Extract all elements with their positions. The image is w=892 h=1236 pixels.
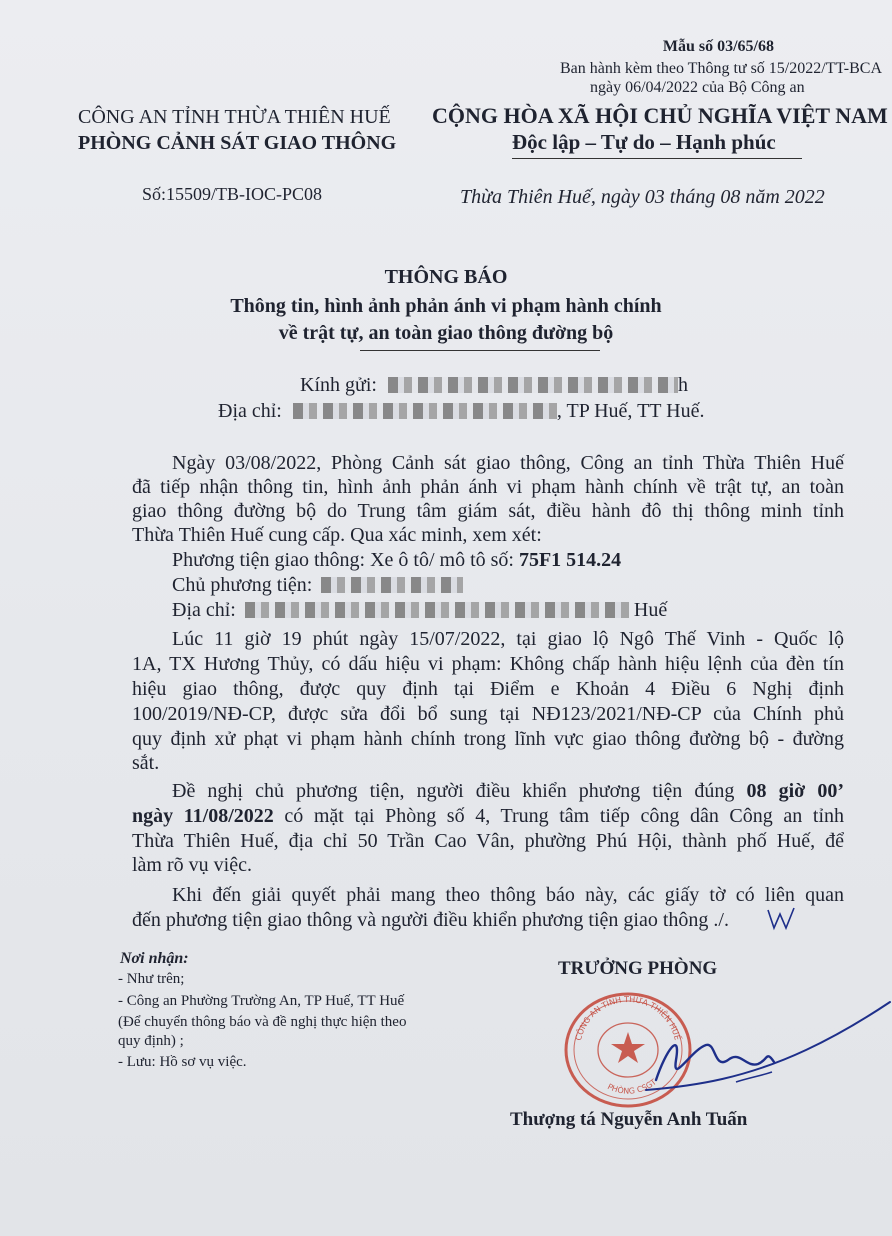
- redacted-owner-name: [321, 577, 463, 593]
- appointment-date: ngày 11/08/2022: [132, 805, 274, 827]
- para4-line1: Khi đến giải quyết phải mang theo thông báo này, các giấy tờ có liên quan: [172, 884, 844, 906]
- handwritten-signature: [636, 990, 892, 1100]
- title-underline: [360, 350, 600, 351]
- para1-line4: Thừa Thiên Huế cung cấp. Qua xác minh, xem xét:: [132, 524, 542, 546]
- para3-line3: Thừa Thiên Huế, địa chỉ 50 Trần Cao Vân, phường Phú Hội, thành phố Huế, để: [132, 830, 844, 852]
- para2-line1: Lúc 11 giờ 19 phút ngày 15/07/2022, tại giao lộ Ngô Thế Vinh - Quốc lộ: [172, 628, 844, 650]
- vehicle-line: [172, 549, 621, 573]
- motto-underline: [512, 158, 802, 159]
- form-issued-line2: ngày 06/04/2022 của Bộ Công an: [590, 79, 805, 96]
- para1-line1: Ngày 03/08/2022, Phòng Cảnh sát giao thông, Công an tỉnh Thừa Thiên Huế: [172, 452, 844, 474]
- para2-line4: 100/2019/NĐ-CP, được sửa đổi bổ sung tại NĐ123/2021/NĐ-CP của Chính phủ: [132, 703, 844, 725]
- vehicle-plate: 75F1 514.24: [518, 549, 622, 571]
- document-subtitle-line1: Thông tin, hình ảnh phản ánh vi phạm hành chính: [230, 295, 662, 317]
- redacted-address: [293, 403, 557, 419]
- form-issued-line1: Ban hành kèm theo Thông tư số 15/2022/TT-BCA: [560, 60, 882, 77]
- national-motto: Độc lập – Tự do – Hạnh phúc: [512, 130, 776, 154]
- redacted-recipient-name: [388, 377, 678, 393]
- recipient-item-3: - Lưu: Hồ sơ vụ việc.: [118, 1054, 247, 1070]
- document-number: Số:15509/TB-IOC-PC08: [142, 184, 323, 204]
- para4-line2: đến phương tiện giao thông và người điều khiển phương tiện giao thông ./.: [132, 909, 729, 931]
- national-title: CỘNG HÒA XÃ HỘI CHỦ NGHĨA VIỆT NAM: [432, 103, 888, 128]
- redacted-owner-address: [245, 602, 629, 618]
- recipients-heading: Nơi nhận:: [120, 950, 189, 967]
- para2-line6: sắt.: [132, 752, 160, 774]
- handwritten-checkmark: [764, 904, 798, 934]
- agency-name: CÔNG AN TỈNH THỪA THIÊN HUẾ: [78, 106, 391, 128]
- para3-line2-text: có mặt tại Phòng số 4, Trung tâm tiếp công dân Công an tỉnh: [273, 805, 844, 827]
- recipient-label: Kính gửi:: [300, 374, 377, 396]
- owner-line: [172, 574, 463, 598]
- signer-title: TRƯỞNG PHÒNG: [558, 958, 718, 979]
- owner-address-tail: Huế: [633, 599, 668, 621]
- address-tail: , TP Huế, TT Huế.: [556, 400, 705, 422]
- recipient-item-2: - Công an Phường Trường An, TP Huế, TT Huế: [118, 993, 405, 1009]
- place-date: Thừa Thiên Huế, ngày 03 tháng 08 năm 2022: [460, 186, 825, 208]
- recipient-item-2-note: (Để chuyển thông báo và đề nghị thực hiện theo: [118, 1014, 407, 1030]
- para3-line1: [172, 780, 844, 804]
- owner-address-label: Địa chỉ:: [172, 599, 236, 621]
- agency-department: PHÒNG CẢNH SÁT GIAO THÔNG: [78, 132, 397, 154]
- recipient-item-1: - Như trên;: [118, 971, 185, 987]
- recipient-item-2-note-end: quy định) ;: [118, 1033, 184, 1049]
- para2-line3: hiệu giao thông, được quy định tại Điểm e Khoản 4 Điều 6 Nghị định: [132, 678, 844, 700]
- document-title: THÔNG BÁO: [384, 266, 508, 288]
- recipient-line: [300, 374, 688, 397]
- para1-line2: đã tiếp nhận thông tin, hình ảnh phản ánh vi phạm hành chính về trật tự, an toàn: [132, 476, 844, 498]
- recipient-address-line: [218, 400, 704, 423]
- signer-name: Thượng tá Nguyễn Anh Tuấn: [510, 1109, 748, 1130]
- form-code: Mẫu số 03/65/68: [662, 38, 774, 55]
- seal-text-top: CÔNG AN TỈNH THỪA THIÊN HUẾ: [573, 994, 682, 1042]
- para1-line3: giao thông đường bộ do Trung tâm giám sát, điều hành đô thị thông minh tỉnh: [132, 500, 844, 522]
- para3-line4: làm rõ vụ việc.: [132, 854, 252, 876]
- para3-line1-text: Đề nghị chủ phương tiện, người điều khiển phương tiện đúng: [172, 780, 747, 802]
- para2-line5: quy định xử phạt vi phạm hành chính trong lĩnh vực giao thông đường bộ - đường: [132, 728, 844, 750]
- document-subtitle-line2: về trật tự, an toàn giao thông đường bộ: [278, 322, 614, 344]
- address-label: Địa chỉ:: [218, 400, 282, 422]
- owner-label: Chủ phương tiện:: [172, 574, 313, 596]
- appointment-time: 08 giờ 00’: [746, 780, 845, 802]
- recipient-name-tail: h: [677, 374, 688, 396]
- owner-address-line: [172, 599, 667, 623]
- para3-line2: [132, 805, 844, 829]
- seal-text-bottom: PHÒNG CSGT: [605, 1077, 659, 1096]
- vehicle-label: Phương tiện giao thông: Xe ô tô/ mô tô số:: [172, 549, 519, 571]
- para2-line2: 1A, TX Hương Thủy, có dấu hiệu vi phạm: Không chấp hành hiệu lệnh của đèn tín: [132, 653, 844, 675]
